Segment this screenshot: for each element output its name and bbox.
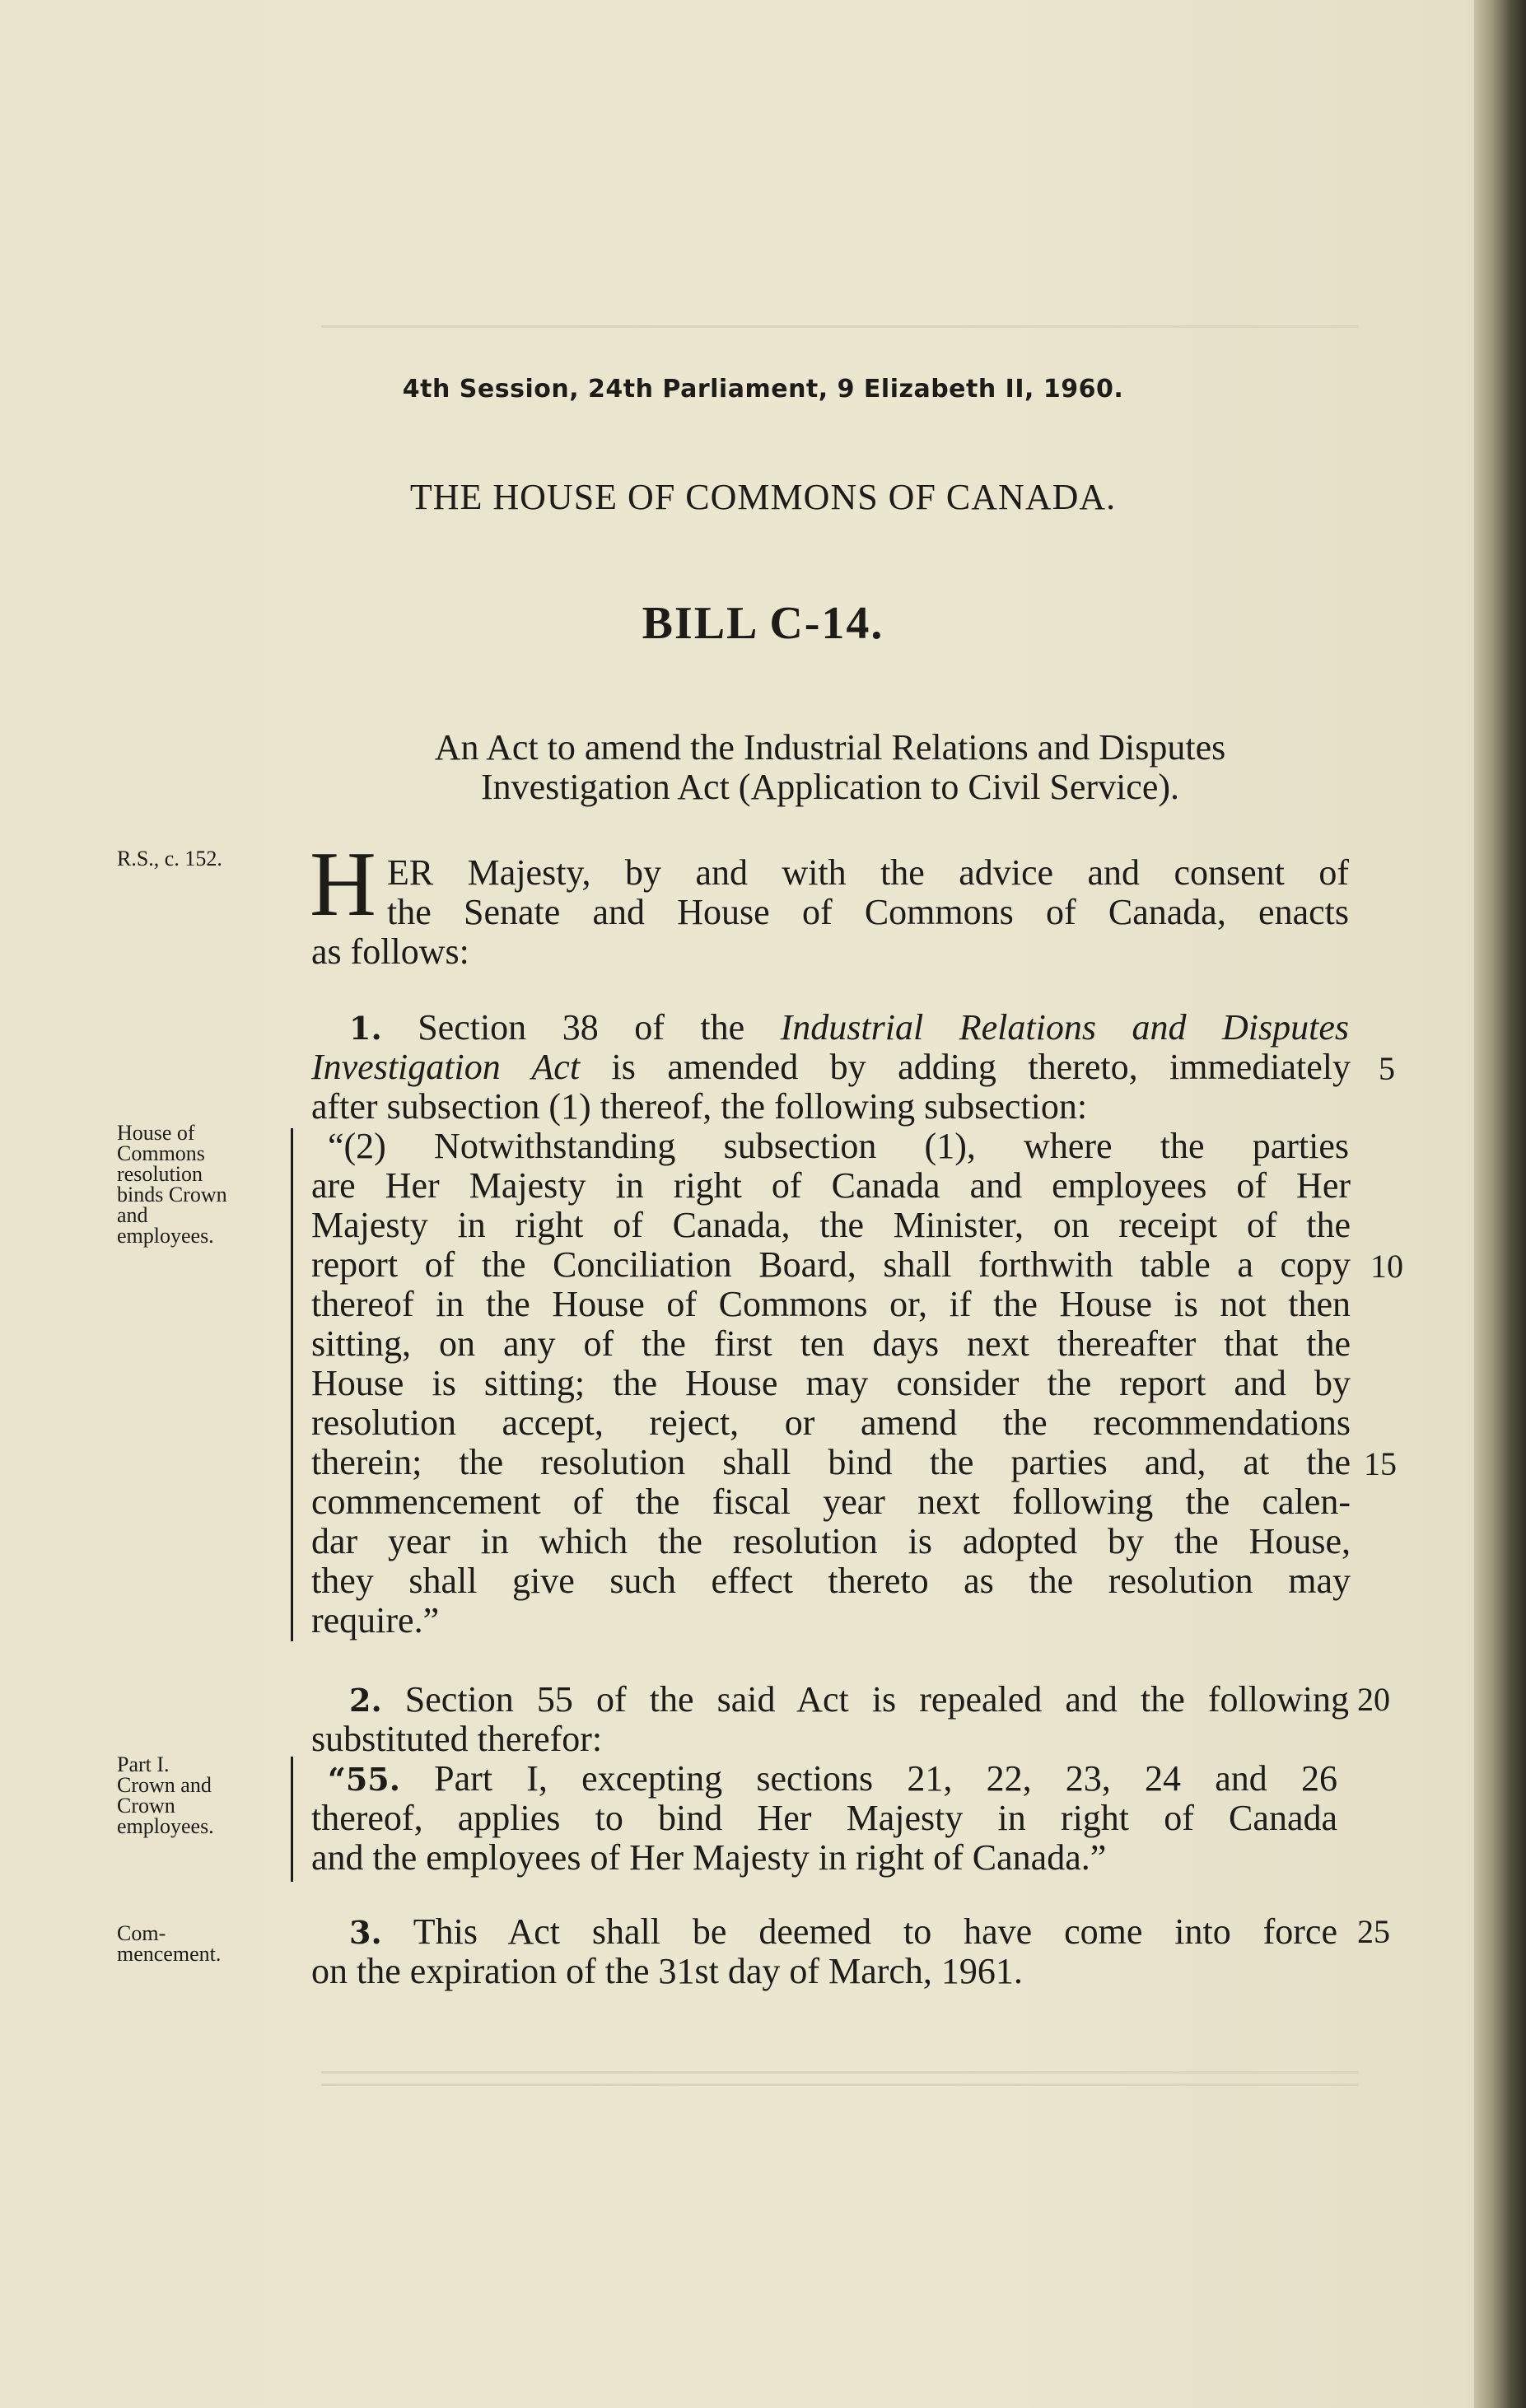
margin-note-line: employees. xyxy=(117,1814,214,1838)
margin-note-line: House of xyxy=(117,1121,195,1145)
section-number: “55. xyxy=(328,1761,400,1798)
margin-note-line: Part I. xyxy=(117,1752,170,1776)
book-binding-edge xyxy=(1474,0,1526,2408)
margin-note-line: and xyxy=(117,1203,148,1227)
amendment-bar xyxy=(291,1128,293,1641)
margin-note-part-one xyxy=(117,1754,214,1836)
margin-note-line: Commons xyxy=(117,1141,205,1165)
subsection-line: resolution accept, reject, or amend the recommendations xyxy=(311,1402,1351,1443)
bleed-through-rule xyxy=(321,325,1359,328)
margin-note-line: Com- xyxy=(117,1921,166,1945)
margin-note-line: resolution xyxy=(117,1162,203,1186)
margin-note-line: mencement. xyxy=(117,1942,222,1966)
line-number: 25 xyxy=(1357,1913,1390,1950)
section-2-line: and the employees of Her Majesty in right of Canada.” xyxy=(311,1837,1107,1878)
line-number: 10 xyxy=(1370,1248,1403,1285)
bill-number: BILL C-14. xyxy=(642,598,884,649)
enacting-line: the Senate and House of Commons of Canada, enacts xyxy=(387,892,1349,932)
margin-citation: R.S., c. 152. xyxy=(117,847,222,870)
margin-note-line: employees. xyxy=(117,1224,214,1248)
subsection-line: report of the Conciliation Board, shall forthwith table a copy xyxy=(311,1244,1351,1285)
house-title: THE HOUSE OF COMMONS OF CANADA. xyxy=(409,477,1117,517)
section-1-line: after subsection (1) thereof, the following subsection: xyxy=(311,1086,1088,1127)
subsection-line: therein; the resolution shall bind the parties and, at the xyxy=(311,1442,1351,1482)
section-1-line: Investigation Act is amended by adding thereto, immediately xyxy=(311,1047,1351,1087)
section-1-line: 1. Section 38 of the Industrial Relations and Disputes xyxy=(349,1007,1349,1048)
section-number: 2. xyxy=(349,1682,382,1719)
bleed-through-rule xyxy=(321,2084,1359,2086)
line-number: 15 xyxy=(1364,1445,1397,1482)
subsection-line: commencement of the fiscal year next following the calen- xyxy=(311,1482,1351,1522)
subsection-line: House is sitting; the House may consider the report and by xyxy=(311,1363,1351,1403)
section-2-line: 2. Section 55 of the said Act is repealed and the following xyxy=(349,1679,1349,1720)
enacting-line: ER Majesty, by and with the advice and consent of xyxy=(387,852,1349,893)
long-title xyxy=(311,728,1349,807)
section-2-line: thereof, applies to bind Her Majesty in right of Canada xyxy=(311,1798,1337,1838)
subsection-line: “(2) Notwithstanding subsection (1), where the parties xyxy=(328,1126,1349,1166)
enacting-line: as follows: xyxy=(311,931,469,972)
bleed-through-rule xyxy=(321,2071,1359,2074)
subsection-line: they shall give such effect thereto as the resolution may xyxy=(311,1561,1351,1601)
subsection-line: dar year in which the resolution is adopted by the House, xyxy=(311,1521,1351,1561)
subsection-line: sitting, on any of the first ten days next thereafter that the xyxy=(311,1323,1351,1364)
section-2-line: substituted therefor: xyxy=(311,1719,603,1759)
section-3-line: on the expiration of the 31st day of March, 1961. xyxy=(311,1951,1023,1991)
section-3-line: 3. This Act shall be deemed to have come into force xyxy=(349,1911,1337,1952)
long-title-line: Investigation Act (Application to Civil Service). xyxy=(480,767,1180,807)
section-number: 1. xyxy=(349,1010,382,1047)
amendment-bar xyxy=(291,1757,293,1882)
subsection-line: thereof in the House of Commons or, if the House is not then xyxy=(311,1284,1351,1324)
subsection-line: require.” xyxy=(311,1600,440,1640)
section-number: 3. xyxy=(349,1914,382,1951)
margin-note-commencement xyxy=(117,1923,221,1964)
margin-note-line: binds Crown xyxy=(117,1183,227,1206)
subsection-line: Majesty in right of Canada, the Minister, on receipt of the xyxy=(311,1205,1351,1245)
drop-cap: H xyxy=(310,833,376,936)
long-title-line: An Act to amend the Industrial Relations and Disputes xyxy=(434,727,1226,768)
section-2-line: “55. Part I, excepting sections 21, 22, 23, 24 and 26 xyxy=(328,1758,1337,1799)
line-number: 20 xyxy=(1357,1681,1390,1718)
margin-note-line: Crown and xyxy=(117,1773,212,1797)
margin-note-line: Crown xyxy=(117,1794,175,1818)
line-number: 5 xyxy=(1379,1050,1395,1087)
session-header: 4th Session, 24th Parliament, 9 Elizabeth II, 1960. xyxy=(402,375,1124,404)
margin-note-house-resolution xyxy=(117,1122,227,1246)
subsection-line: are Her Majesty in right of Canada and employees of Her xyxy=(311,1165,1351,1206)
